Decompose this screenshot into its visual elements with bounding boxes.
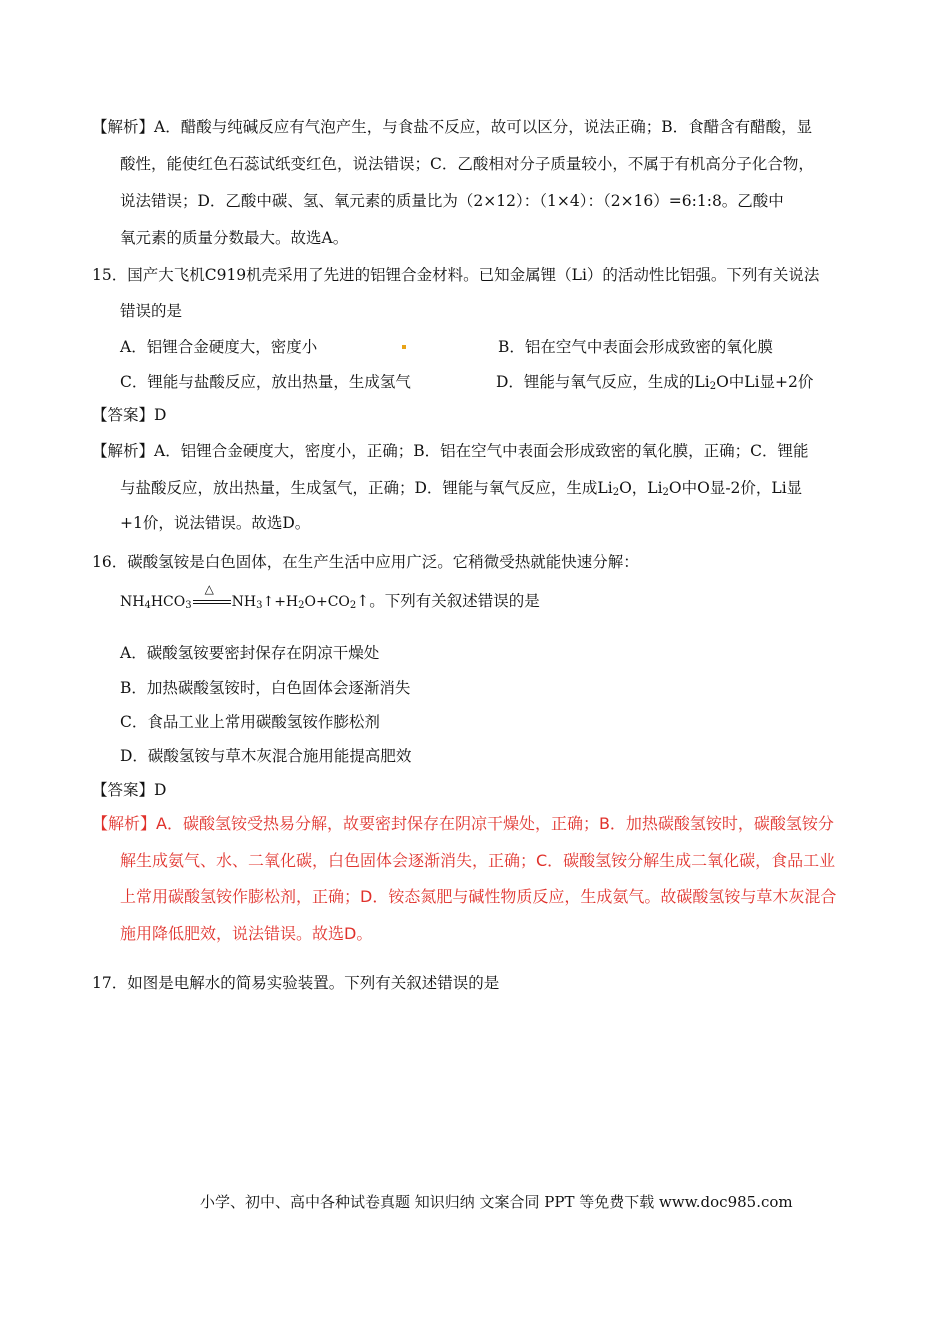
q14-analysis-line-4: 氧元素的质量分数最大。故选A。 bbox=[120, 229, 349, 247]
q14-analysis-line-3: 说法错误；D．乙酸中碳、氢、氧元素的质量比为（2×12）：（1×4）：（2×16）=6:1:8。乙酸中 bbox=[120, 192, 784, 210]
q15-analysis-line-2 bbox=[120, 477, 802, 504]
q15-answer: 【答案】D bbox=[92, 406, 167, 424]
q17-stem: 17．如图是电解水的简易实验装置。下列有关叙述错误的是 bbox=[92, 974, 500, 992]
q15-option-b: B．铝在空气中表面会形成致密的氧化膜 bbox=[498, 338, 773, 356]
q15-analysis-text-b: O，Li bbox=[619, 479, 663, 497]
marker-dot bbox=[402, 345, 406, 349]
q16-answer: 【答案】D bbox=[92, 781, 167, 799]
q16-equation bbox=[120, 582, 540, 617]
q15-analysis-text-a: 与盐酸反应，放出热量，生成氢气，正确；D．锂能与氧气反应，生成Li bbox=[120, 479, 613, 497]
q16-option-b: B．加热碳酸氢铵时，白色固体会逐渐消失 bbox=[120, 679, 411, 697]
eq-reactant-mid: HCO bbox=[150, 594, 186, 610]
q14-analysis-line-2: 酸性，能使红色石蕊试纸变红色，说法错误；C．乙酸相对分子质量较小，不属于有机高分子化合物， bbox=[120, 155, 814, 173]
q15-stem-line-1: 15．国产大飞机C919机壳采用了先进的铝锂合金材料。已知金属锂（Li）的活动性比铝强。下列有关说法 bbox=[92, 266, 820, 284]
q16-analysis-line-4: 施用降低肥效，说法错误。故选D。 bbox=[120, 924, 373, 943]
subscript: 2 bbox=[298, 600, 305, 611]
q15-option-d bbox=[496, 371, 813, 398]
q16-option-d: D．碳酸氢铵与草木灰混合施用能提高肥效 bbox=[120, 747, 412, 765]
subscript: 4 bbox=[144, 600, 151, 611]
eq-tail: ↑。下列有关叙述错误的是 bbox=[356, 592, 540, 610]
subscript: 2 bbox=[709, 381, 717, 392]
subscript: 3 bbox=[185, 600, 192, 611]
q16-stem-line-1: 16．碳酸氢铵是白色固体，在生产生活中应用广泛。它稍微受热就能快速分解： bbox=[92, 553, 639, 571]
heat-triangle-icon: △ bbox=[204, 582, 214, 596]
subscript: 2 bbox=[349, 600, 357, 611]
subscript: 3 bbox=[256, 600, 263, 611]
eq-product-3: O+CO bbox=[304, 594, 350, 610]
eq-reactant: NH bbox=[120, 594, 145, 610]
q15-analysis-line-1: 【解析】A．铝锂合金硬度大，密度小，正确；B．铝在空气中表面会形成致密的氧化膜，正确；C．锂能 bbox=[92, 442, 809, 460]
q15-option-a: A．铝锂合金硬度大，密度小 bbox=[120, 338, 318, 356]
eq-product-1: NH bbox=[231, 594, 257, 610]
subscript: 2 bbox=[662, 487, 669, 498]
q16-option-c: C．食品工业上常用碳酸氢铵作膨松剂 bbox=[120, 713, 380, 731]
q16-analysis-line-3: 上常用碳酸氢铵作膨松剂，正确；D．铵态氮肥与碱性物质反应，生成氨气。故碳酸氢铵与草木灰混合 bbox=[120, 887, 837, 906]
subscript: 2 bbox=[612, 487, 620, 498]
q16-analysis-line-1: 【解析】A．碳酸氢铵受热易分解，故要密封保存在阴凉干燥处，正确；B．加热碳酸氢铵时，碳酸氢铵分 bbox=[92, 814, 834, 833]
page-footer: 小学、初中、高中各种试卷真题 知识归纳 文案合同 PPT 等免费下载 www.doc985.com bbox=[200, 1193, 793, 1211]
q16-analysis-line-2: 解生成氨气、水、二氧化碳，白色固体会逐渐消失，正确；C．碳酸氢铵分解生成二氧化碳，食品工业 bbox=[120, 851, 836, 870]
q15-option-d-text: D．锂能与氧气反应，生成的Li bbox=[496, 373, 710, 391]
q15-option-d-text-end: O中Li显+2价 bbox=[716, 373, 814, 391]
q15-option-c: C．锂能与盐酸反应，放出热量，生成氢气 bbox=[120, 373, 411, 391]
q15-analysis-text-c: O中O显-2价，Li显 bbox=[668, 479, 803, 497]
q15-analysis-line-3: +1价，说法错误。故选D。 bbox=[120, 514, 311, 532]
q16-option-a: A．碳酸氢铵要密封保存在阴凉干燥处 bbox=[120, 644, 380, 662]
eq-product-2: ↑+H bbox=[262, 594, 299, 610]
q15-stem-line-2: 错误的是 bbox=[120, 302, 183, 320]
heat-condition-sign bbox=[193, 582, 231, 610]
q14-analysis-line-1: 【解析】A．醋酸与纯碱反应有气泡产生，与食盐不反应，故可以区分，说法正确；B．食醋含有醋酸，显 bbox=[92, 118, 813, 136]
